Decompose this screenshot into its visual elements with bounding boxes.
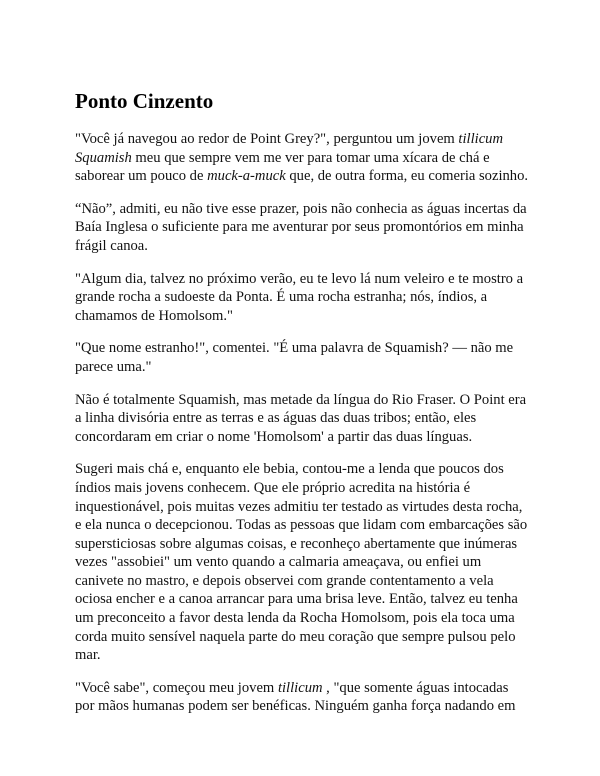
paragraph-7 — [75, 679, 530, 716]
paragraph-text: meu que sempre vem me ver para tomar uma xícara de chá e saborear um pouco de — [75, 149, 490, 185]
document-page — [75, 88, 530, 730]
paragraph-text: “Não”, admiti, eu não tive esse prazer, pois não conhecia as águas incertas da Baía Inglesa o suficiente para me aventurar por seus promontórios em minha frágil canoa. — [75, 200, 527, 254]
paragraph-6 — [75, 460, 530, 665]
paragraph-5 — [75, 391, 530, 447]
paragraph-text: "Você já navegou ao redor de Point Grey?", perguntou um jovem — [75, 131, 459, 147]
paragraph-3 — [75, 270, 530, 326]
paragraph-text: "Você sabe", começou meu jovem — [75, 679, 278, 696]
paragraph-2 — [75, 200, 530, 256]
italic-term: muck-a-muck — [207, 168, 286, 185]
paragraph-1 — [75, 130, 530, 186]
paragraph-text: Sugeri mais chá e, enquanto ele bebia, contou-me a lenda que poucos dos índios mais jovens conhecem. Que ele próprio acredita na história é inquestionável, pois muitas vezes admitiu ter testado as virtudes desta rocha, e ela nunca o decepcionou. Todas as pessoas que lidam com embarcações são supersticiosas sobre algumas coisas, e reconheço abertamente que inúmeras vezes "assobiei" um vento quando a calmaria ameaçava, ou enfiei um canivete no mastro, e depois observei com grande contentamento a vela ociosa encher e a canoa arrancar para uma brisa leve. Então, talvez eu tenha um preconceito a favor desta lenda da Rocha Homolsom, pois ela toca uma corda muito sensível naquela parte do meu coração que sempre pulsou pelo mar. — [75, 461, 528, 664]
document-title: Ponto Cinzento — [75, 89, 214, 113]
paragraph-4 — [75, 339, 530, 376]
paragraph-text: , "que somente águas intocadas por mãos humanas podem ser benéficas. Ninguém ganha força nadando em — [75, 679, 516, 715]
paragraph-text: "Que nome estranho!", comentei. "É uma palavra de Squamish? — não me parece uma." — [75, 340, 514, 375]
italic-term: tillicum — [277, 679, 323, 696]
italic-term: tillicum Squamish — [75, 131, 504, 166]
paragraph-text: "Algum dia, talvez no próximo verão, eu te levo lá num veleiro e te mostro a grande rocha a sudoeste da Ponta. É uma rocha estranha; nós, índios, a chamamos de Homolsom." — [75, 270, 524, 324]
paragraph-text: que, de outra forma, eu comeria sozinho. — [285, 168, 529, 185]
paragraph-text: Não é totalmente Squamish, mas metade da língua do Rio Fraser. O Point era a linha divisória entre as terras e as águas das duas tribos; então, eles concordaram em criar o nome 'Homolsom' a partir das duas línguas. — [75, 391, 527, 445]
